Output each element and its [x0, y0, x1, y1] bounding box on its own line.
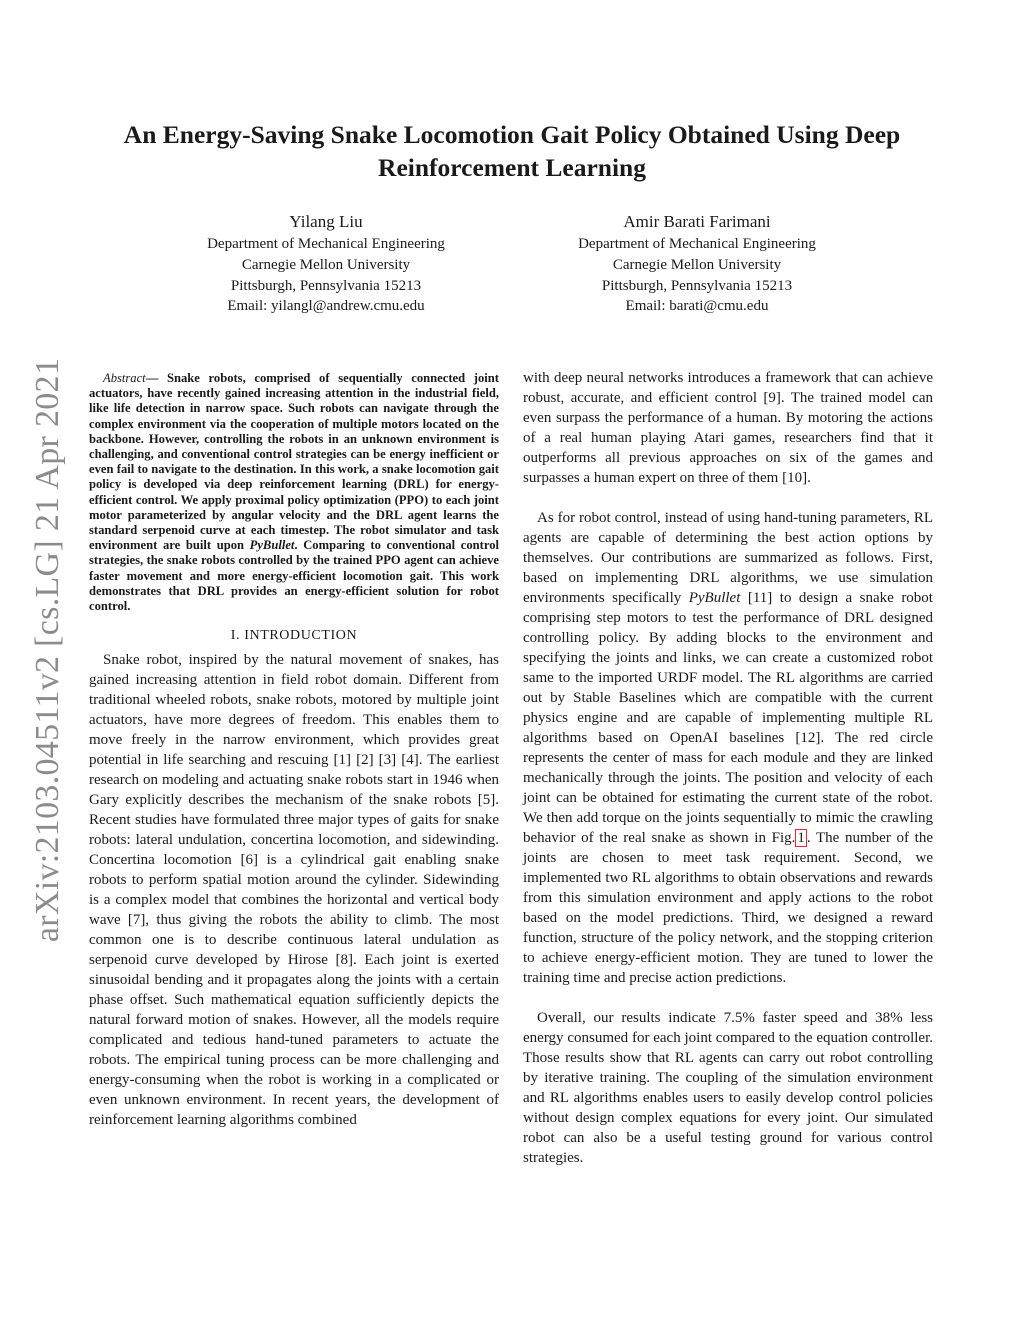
abstract-label: Abstract: [103, 371, 146, 385]
abstract-text: — Snake robots, comprised of sequentially connected joint actuators, have recently gained increasing attention in the industrial field, like life detection in narrow space. Such robots can navigate through the complex environment via the cooperation of multiple motors located on the backbone. However, controlling the robots in an unknown environment is challenging, and conventional control strategies can be energy inefficient or even fail to navigate to the destination. In this work, a snake locomotion gait policy is developed via deep reinforcement learning (DRL) for energy-efficient control. We apply proximal policy optimization (PPO) to each joint motor parameterized by angular velocity and the DRL agent learns the standard serpenoid curve at each timestep. The robot simulator and task environment are built upon: [89, 371, 499, 553]
author-city: Pittsburgh, Pennsylvania 15213: [230, 277, 422, 294]
abstract-pybullet: PyBullet: [249, 538, 295, 553]
author-email: Email: barati@cmu.edu: [625, 298, 769, 315]
right-column: [523, 368, 933, 1168]
author-block-2: [507, 210, 887, 317]
author-block-1: [136, 210, 516, 317]
author-name: Amir Barati Farimani: [623, 212, 771, 231]
abstract-text-end: . Comparing to conventional control strategies, the snake robots controlled by the trained PPO agent can achieve faster movement and more energy-efficient locomotion gait. This work demonstrates that DRL provides an energy-efficient solution for robot control.: [89, 538, 499, 614]
pybullet-mention: PyBullet: [688, 590, 741, 606]
author-city: Pittsburgh, Pennsylvania 15213: [601, 277, 793, 294]
intro-paragraph-3: [523, 508, 933, 988]
intro-paragraph-4: Overall, our results indicate 7.5% faster speed and 38% less energy consumed for each joint compared to the equation controller. Those results show that RL agents can carry out robot controlling by iterative training. The coupling of the simulation environment and RL algorithms enables users to easily develop control policies without design complex equations for every joint. Our simulated robot can also be a useful testing ground for various control strategies.: [523, 1010, 933, 1166]
section-heading-introduction: I. INTRODUCTION: [230, 628, 358, 644]
paragraph-text: . The number of the joints are chosen to meet task requirement. Second, we implemented two RL algorithms to obtain observations and rewards from this simulation environment and apply actions to the robot based on the model predictions. Third, we designed a reward function, structure of the policy network, and the stopping criterion to achieve energy-efficient motion. They are tuned to lower the training time and precise action predictions.: [523, 830, 933, 986]
intro-paragraph-2: with deep neural networks introduces a framework that can achieve robust, accurate, and efficient control [9]. The trained model can even surpass the performance of a human. By motoring the actions of a real human playing Atari games, researchers find that it outperforms all previous approaches on six of the games and surpasses a human expert on three of them [10].: [523, 370, 933, 486]
author-university: Carnegie Mellon University: [612, 256, 782, 273]
author-department: Department of Mechanical Engineering: [207, 236, 445, 252]
paragraph-text: As for robot control, instead of using hand-tuning parameters, RL agents are capable of determining the best action options by themselves. Our contributions are summarized as follows. First, based on implementing DRL algorithms, we use simulation environments specifically: [523, 510, 933, 606]
author-email: Email: yilangl@andrew.cmu.edu: [227, 298, 425, 315]
paper-title: An Energy-Saving Snake Locomotion Gait Policy Obtained Using Deep Reinforcement Learning: [123, 120, 901, 182]
author-department: Department of Mechanical Engineering: [578, 236, 816, 252]
author-name: Yilang Liu: [289, 212, 363, 231]
figure-reference-link[interactable]: 1: [797, 830, 805, 846]
abstract: [89, 371, 499, 614]
left-column: [89, 368, 499, 1130]
paragraph-text: [11] to design a snake robot comprising step motors to test the performance of DRL designed controlling policy. By adding blocks to the environment and specifying the joints and links, we can create a customized robot same to the imported URDF model. The RL algorithms are carried out by Stable Baselines which are compatible with the current physics engine and are capable of implementing multiple RL algorithms based on OpenAI baselines [12]. The red circle represents the center of mass for each module and they are linked mechanically through the joints. The position and velocity of each joint can be obtained for estimating the current state of the robot. We then add torque on the joints sequentially to mimic the crawling behavior of the real snake as shown in Fig.: [523, 590, 933, 846]
intro-paragraph-1: Snake robot, inspired by the natural movement of snakes, has gained increasing attention in field robot domain. Different from traditional wheeled robots, snake robots, motored by multiple joint actuators, have more degrees of freedom. This enables them to move freely in the narrow environment, which provides great potential in life searching and rescuing [1] [2] [3] [4]. The earliest research on modeling and actuating snake robots start in 1946 when Gary explicitly describes the mechanism of the snake robots [5]. Recent studies have formulated three major types of gaits for snake robots: lateral undulation, concertina locomotion, and sidewinding. Concertina locomotion [6] is a cylindrical gait enabling snake robots to perform spatial motion around the cylinder. Sidewinding is a complex model that combines the horizontal and vertical body wave [7], thus giving the robots the ability to climb. The most common one is to describe continuous lateral undulation as serpenoid curve developed by Hirose [8]. Each joint is exerted sinusoidal bending and it propagates along the joints with a certain phase offset. Such mathematical equation sufficiently depicts the natural forward motion of snakes. However, all the models require complicated and tedious hand-tuned parameters to actuate the robots. The empirical tuning process can be more challenging and energy-consuming when the robot is working in a complicated or even unknown environment. In recent years, the development of reinforcement learning algorithms combined: [89, 652, 499, 1129]
arxiv-identifier: arXiv:2103.04511v2 [cs.LG] 21 Apr 2021: [29, 357, 66, 943]
author-university: Carnegie Mellon University: [241, 256, 411, 273]
